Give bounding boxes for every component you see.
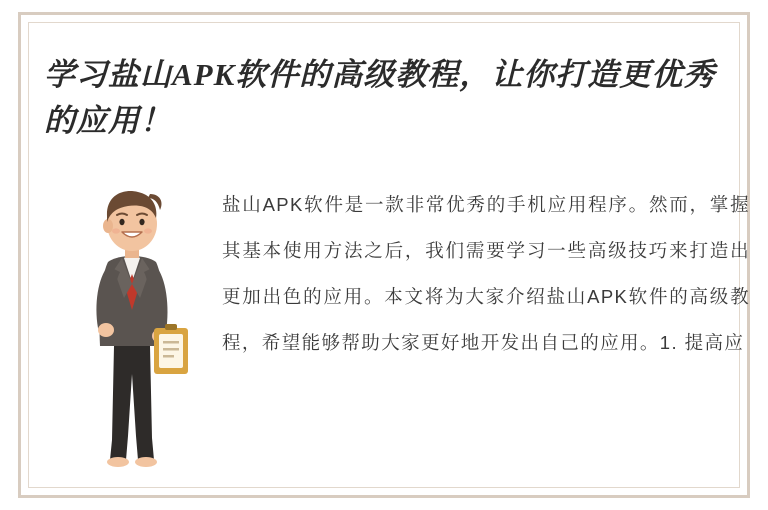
article-body: 盐山APK软件是一款非常优秀的手机应用程序。然而，掌握其基本使用方法之后，我们需要学习一些高级技巧来打造出更加出色的应用。本文将为大家介绍盐山APK软件的高级教程，希望能够帮助大家更好地开发出自己的应用。1. 提高应: [222, 194, 750, 353]
article-title: 学习盐山APK软件的高级教程，让你打造更优秀的应用！: [44, 57, 716, 138]
standing-man-illustration: [62, 178, 202, 478]
